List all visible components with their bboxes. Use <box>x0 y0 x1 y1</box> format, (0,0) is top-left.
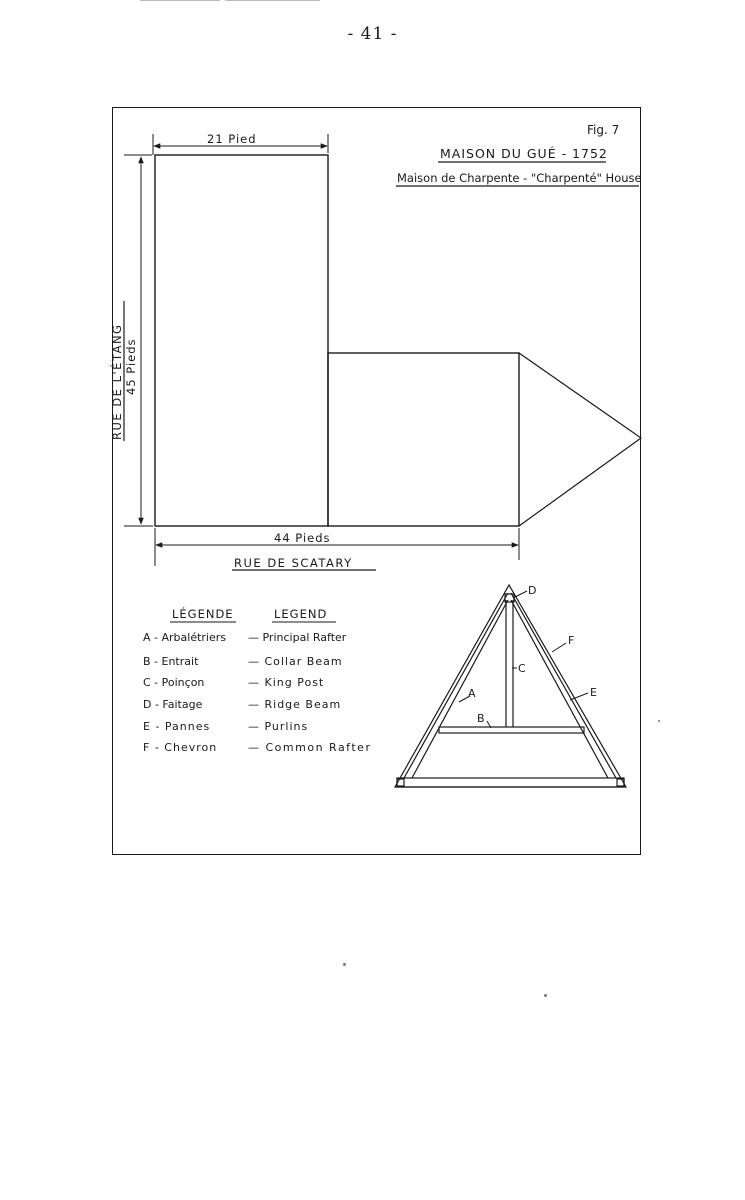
fig-label: Fig. 7 <box>587 123 620 137</box>
length-dimension-label: 44 Pieds <box>274 531 331 545</box>
truss-label-a: A <box>468 687 476 700</box>
legend-header-en: LEGEND <box>274 607 328 621</box>
legend-item-en: — Ridge Beam <box>248 698 342 711</box>
legend-item-fr: D - Faitage <box>143 698 203 711</box>
wing-building-outline <box>328 353 519 526</box>
legend-item-fr: E - Pannes <box>143 720 211 733</box>
legend-item-en: — Common Rafter <box>248 741 372 754</box>
legend-item-fr: F - Chevron <box>143 741 218 754</box>
truss-label-e: E <box>590 686 597 699</box>
leader-f <box>552 643 566 652</box>
truss-inner-right-1 <box>511 593 616 778</box>
page-number: - 41 - <box>347 24 398 44</box>
tie-beam <box>397 778 624 787</box>
truss-leader-lines <box>459 591 588 728</box>
legend-item-en: — King Post <box>248 676 325 689</box>
truss-inner-left-1 <box>404 593 508 778</box>
wing-gable-end <box>519 353 641 526</box>
figure-subtitle: Maison de Charpente - "Charpenté" House <box>397 171 642 185</box>
truss-label-d: D <box>528 584 537 597</box>
scan-speck <box>658 720 660 722</box>
truss-label-b: B <box>477 712 485 725</box>
legend-item-en: — Principal Rafter <box>248 631 347 644</box>
depth-dimension-label: 45 Pieds <box>124 338 138 395</box>
street-label-left: RUE DE L'ÉTANG <box>110 323 124 440</box>
truss-label-f: F <box>568 634 575 647</box>
legend-item-en: — Collar Beam <box>248 655 343 668</box>
legend-item-fr: C - Poinçon <box>143 676 205 689</box>
collar-beam <box>439 727 584 733</box>
main-building-outline <box>155 155 328 526</box>
legend-item-fr: A - Arbalétriers <box>143 631 226 644</box>
scan-speck <box>544 994 547 997</box>
width-dimension-label: 21 Pied <box>207 132 257 146</box>
legend-item-fr: B - Entrait <box>143 655 199 668</box>
figure-title: MAISON DU GUÉ - 1752 <box>440 146 608 161</box>
scan-speck <box>343 963 346 966</box>
truss-label-c: C <box>518 662 526 675</box>
truss-inner-left-2 <box>412 600 508 778</box>
legend-header-fr: LÉGENDE <box>172 607 234 621</box>
legend-item-en: — Purlins <box>248 720 309 733</box>
street-label-bottom: RUE DE SCATARY <box>234 556 353 570</box>
